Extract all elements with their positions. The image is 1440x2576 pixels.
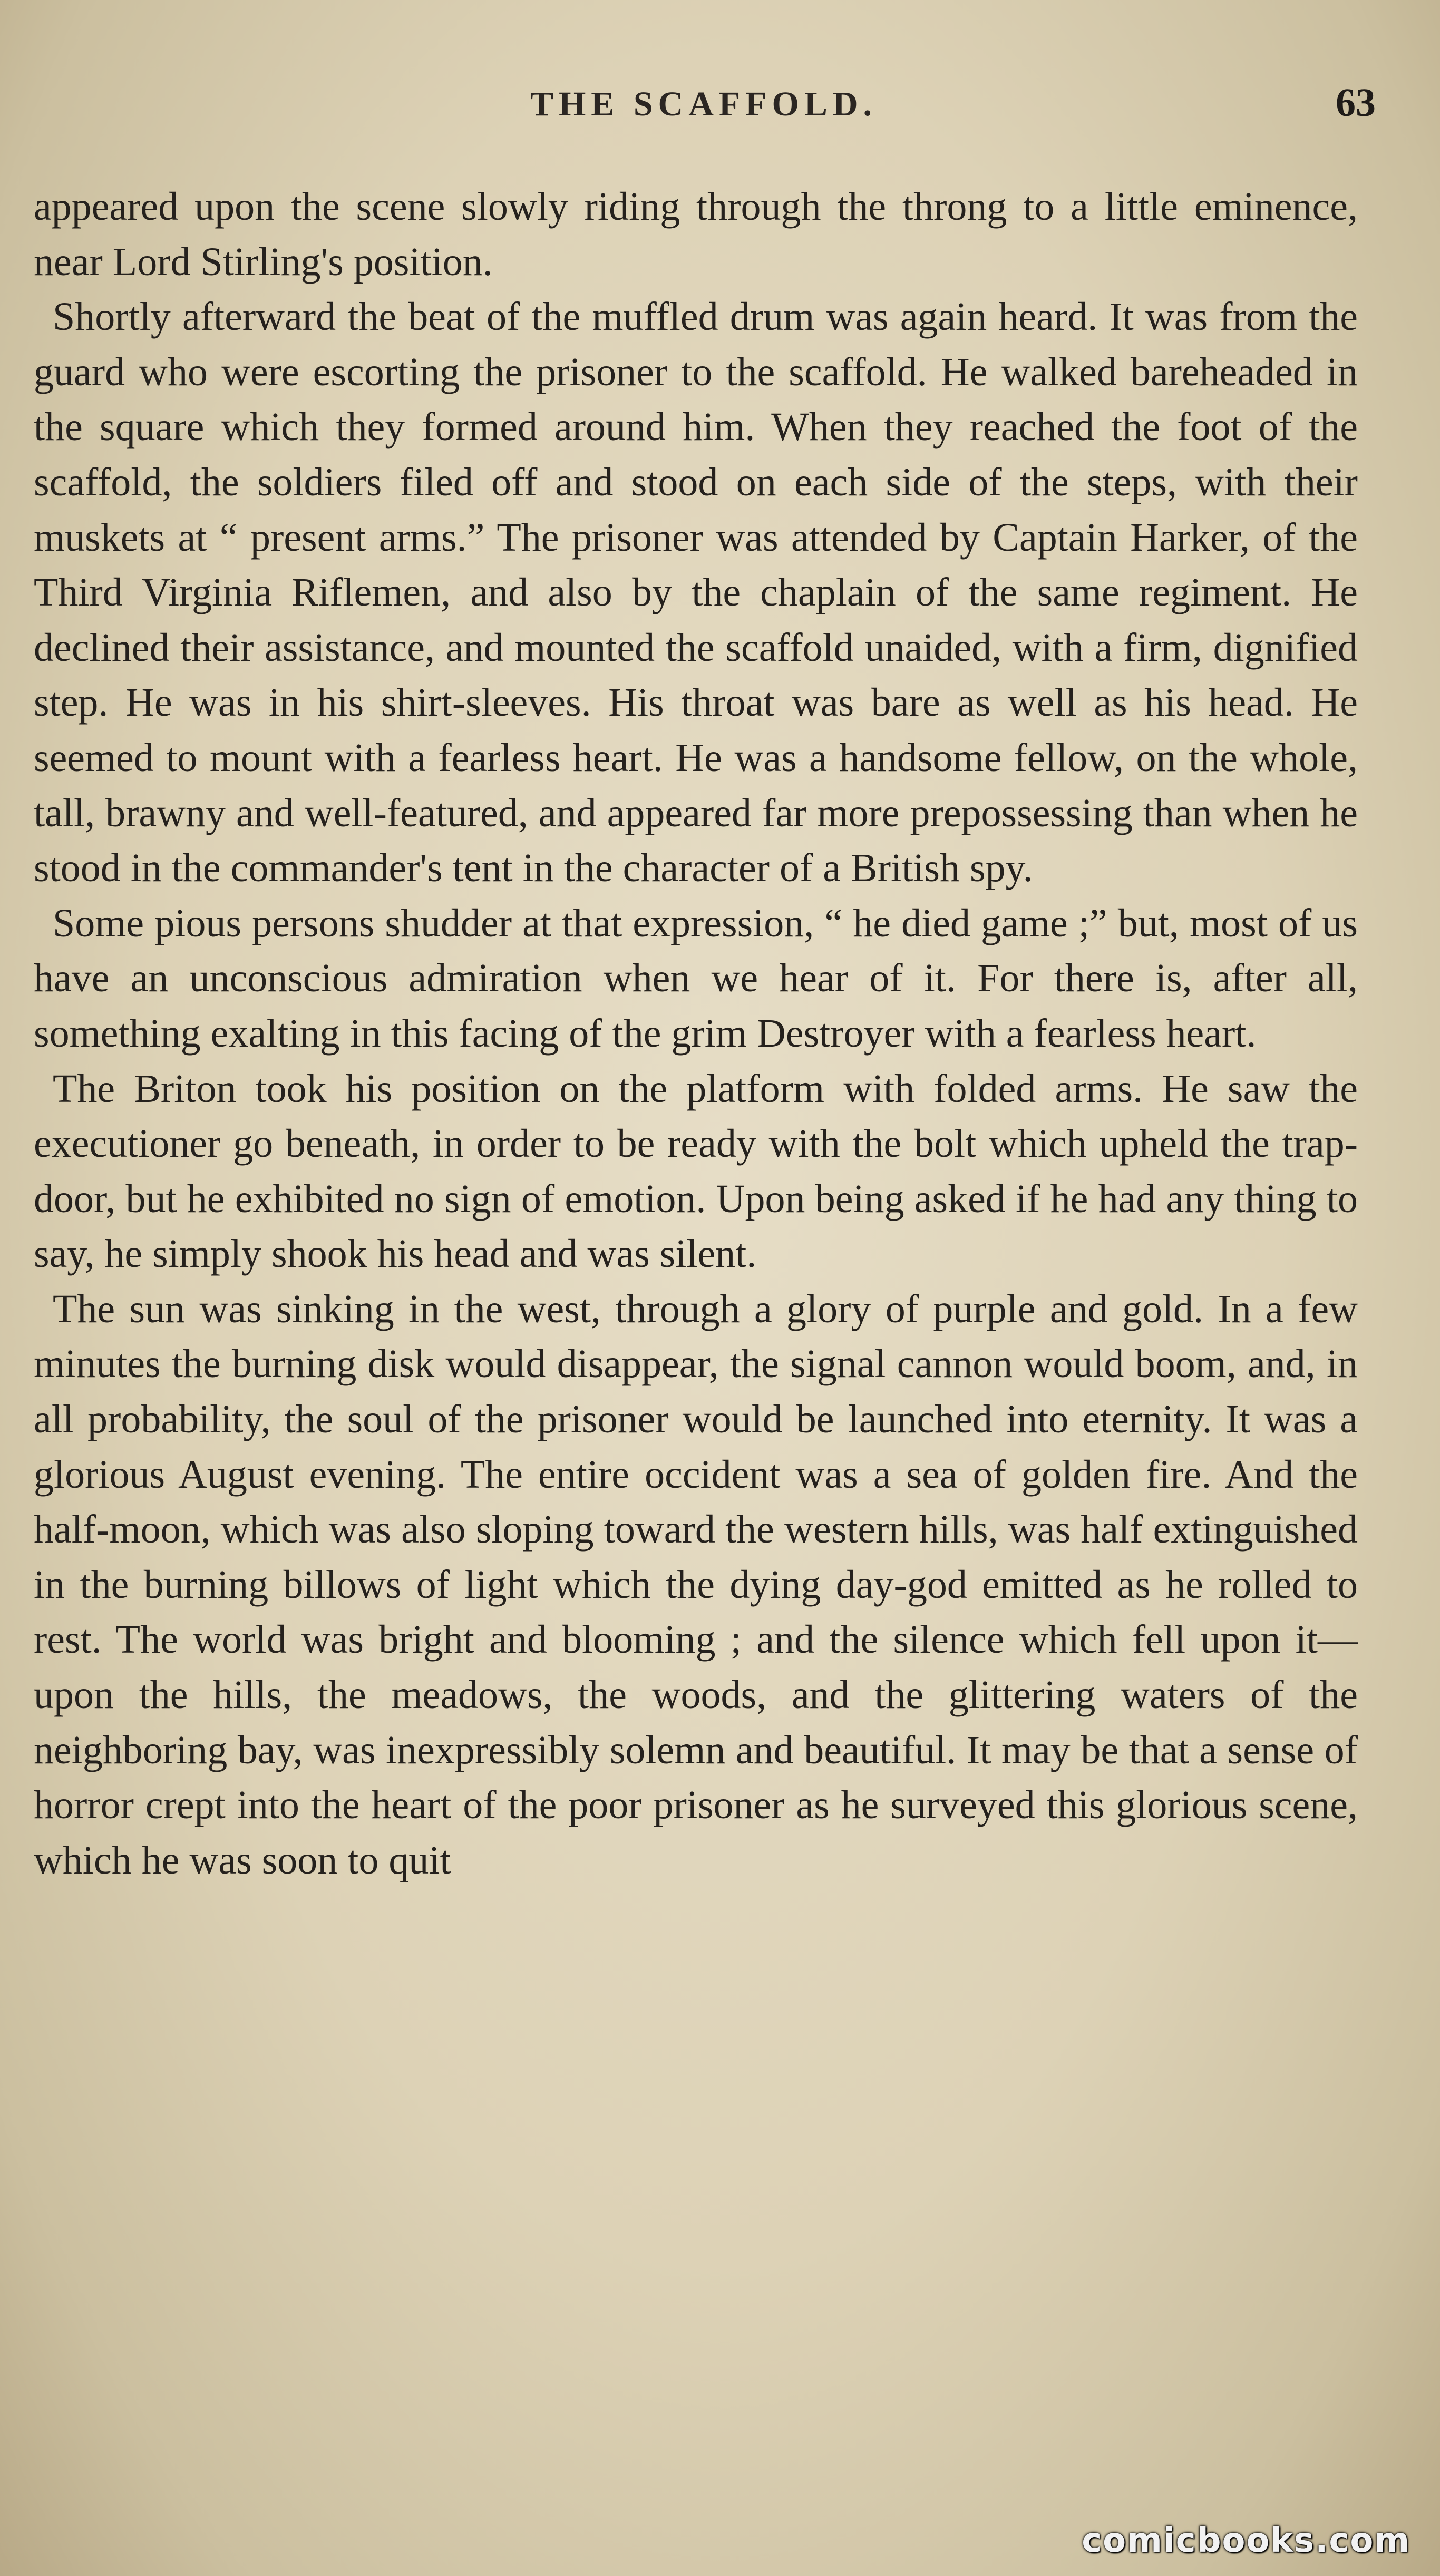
watermark: comicbooks.com (1082, 2521, 1410, 2560)
paragraph-drum: Shortly afterward the beat of the muffled drum was again heard. It was from the guard who were escorting the prisoner to the scaffold. He walked bareheaded in the square which they formed around him. When they reached the foot of the scaffold, the soldiers filed off and stood on each side of the steps, with their muskets at “ present arms.” The prisoner was attended by Captain Harker, of the Third Virginia Riflemen, and also by the chaplain of the same regiment. He declined their assistance, and mounted the scaffold unaided, with a firm, dignified step. He was in his shirt-sleeves. His throat was bare as well as his head. He seemed to mount with a fearless heart. He was a handsome fellow, on the whole, tall, brawny and well-featured, and appeared far more prepossessing than when he stood in the commander's tent in the character of a British spy. (34, 295, 1358, 891)
paragraph-briton: The Briton took his position on the platform with folded arms. He saw the executioner go beneath, in order to be ready with the bolt which upheld the trap-door, but he exhibited no sign of emotion. Upon being asked if he had any thing to say, he simply shook his head and was silent. (34, 1066, 1358, 1276)
paragraph-sunset: The sun was sinking in the west, through a glory of purple and gold. In a few minutes the burning disk would disappear, the signal cannon would boom, and, in all probability, the soul of the prisoner would be launched into eternity. It was a glorious August evening. The entire occident was a sea of golden fire. And the half-moon, which was also sloping toward the western hills, was half extinguished in the burning billows of light which the dying day-god emitted as he rolled to rest. The world was bright and blooming ; and the silence which fell upon it—upon the hills, the meadows, the woods, and the glittering waters of the neighboring bay, was inexpressibly solemn and beautiful. It may be that a sense of horror crept into the heart of the poor prisoner as he surveyed this glorious scene, which he was soon to quit (34, 1286, 1358, 1882)
page-number: 63 (1336, 81, 1376, 125)
paragraph-continuation: appeared upon the scene slowly riding through the throng to a little eminence, near Lord Stirling's position. (34, 184, 1358, 284)
running-title: THE SCAFFOLD. (530, 85, 878, 123)
body-text (34, 179, 1358, 1888)
page-header (32, 81, 1376, 142)
paragraph-died-game: Some pious persons shudder at that expression, “ he died game ;” but, most of us have an unconscious admiration when we hear of it. For there is, after all, something exalting in this facing of the grim Destroyer with a fearless heart. (34, 901, 1358, 1056)
